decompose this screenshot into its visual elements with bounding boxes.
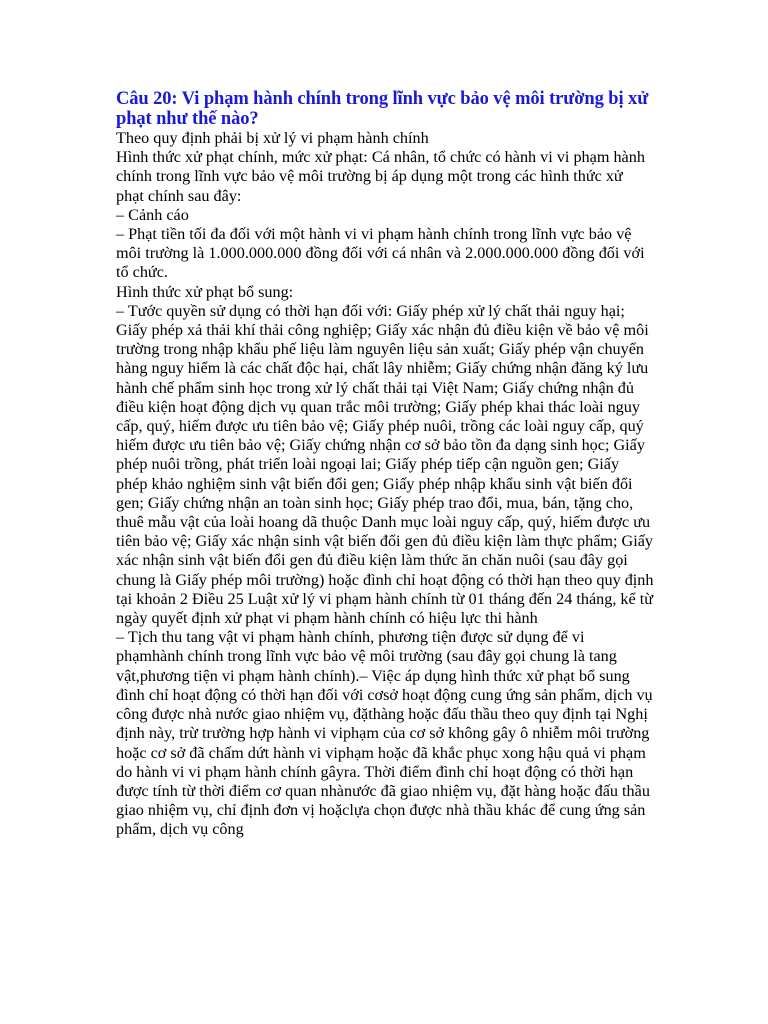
paragraph-main-penalty: Hình thức xử phạt chính, mức xử phạt: Cá nhân, tổ chức có hành vi vi phạm hành chính trong lĩnh vực bảo vệ môi trường bị áp dụng một trong các hình thức xử phạt chính sau đây:	[116, 148, 645, 205]
paragraph-additional-penalty: Hình thức xử phạt bổ sung:	[116, 282, 294, 301]
list-item-revoke-license: – Tước quyền sử dụng có thời hạn đối với: Giấy phép xử lý chất thải nguy hại; Giấy phép xả thải khí thải công nghiệp; Giấy xác nhận đủ điều kiện về bảo vệ môi trường trong nhập khẩu phế liệu làm nguyên liệu sản xuất; Giấy phép vận chuyển hàng nguy hiểm là các chất độc hại, chất lây nhiễm; Giấy chứng nhận đăng ký lưu hành chế phẩm sinh học trong xử lý chất thải tại Việt Nam; Giấy chứng nhận đủ điều kiện hoạt động dịch vụ quan trắc môi trường; Giấy phép khai thác loài nguy cấp, quý, hiếm được ưu tiên bảo vệ; Giấy phép nuôi, trồng các loài nguy cấp, quý hiếm được ưu tiên bảo vệ; Giấy chứng nhận cơ sở bảo tồn đa dạng sinh học; Giấy phép nuôi trồng, phát triển loài ngoại lai; Giấy phép tiếp cận nguồn gen; Giấy phép khảo nghiệm sinh vật biến đổi gen; Giấy phép nhập khẩu sinh vật biến đổi gen; Giấy chứng nhận an toàn sinh học; Giấy phép trao đổi, mua, bán, tặng cho, thuê mẫu vật của loài hoang dã thuộc Danh mục loài nguy cấp, quý, hiếm được ưu tiên bảo vệ; Giấy xác nhận sinh vật biến đổi gen đủ điều kiện làm thực phẩm; Giấy xác nhận sinh vật biến đổi gen đủ điều kiện làm thức ăn chăn nuôi (sau đây gọi chung là Giấy phép môi trường) hoặc đình chỉ hoạt động có thời hạn theo quy định tại khoản 2 Điều 25 Luật xử lý vi phạm hành chính từ 01 tháng đến 24 tháng, kể từ ngày quyết định xử phạt vi phạm hành chính có hiệu lực thi hành	[116, 301, 654, 628]
document-page	[116, 89, 654, 840]
list-item-confiscation: – Tịch thu tang vật vi phạm hành chính, phương tiện được sử dụng để vi phạmhành chính trong lĩnh vực bảo vệ môi trường (sau đây gọi chung là tang vật,phương tiện vi phạm hành chính).– Việc áp dụng hình thức xử phạt bổ sung đình chỉ hoạt động có thời hạn đối với cơsở hoạt động cung ứng sản phẩm, dịch vụ công được nhà nước giao nhiệm vụ, đặthàng hoặc đấu thầu theo quy định tại Nghị định này, trừ trường hợp hành vi viphạm của cơ sở không gây ô nhiễm môi trường hoặc cơ sở đã chấm dứt hành vi viphạm hoặc đã khắc phục xong hậu quả vi phạm do hành vi vi phạm hành chính gâyra. Thời điểm đình chỉ hoạt động có thời hạn được tính từ thời điểm cơ quan nhànước đã giao nhiệm vụ, đặt hàng hoặc đấu thầu giao nhiệm vụ, chỉ định đơn vị hoặclựa chọn được nhà thầu khác để cung ứng sản phẩm, dịch vụ công	[116, 628, 653, 839]
paragraph-intro: Theo quy định phải bị xử lý vi phạm hành chính	[116, 129, 429, 147]
list-item-fine: – Phạt tiền tối đa đối với một hành vi vi phạm hành chính trong lĩnh vực bảo vệ môi trường là 1.000.000.000 đồng đối với cá nhân và 2.000.000.000 đồng đối với tổ chức.	[116, 225, 645, 282]
question-title: Câu 20: Vi phạm hành chính trong lĩnh vực bảo vệ môi trường bị xử phạt như thế nào?	[116, 89, 649, 129]
list-item-warning: – Cảnh cáo	[116, 205, 189, 224]
answer-body	[116, 129, 654, 840]
